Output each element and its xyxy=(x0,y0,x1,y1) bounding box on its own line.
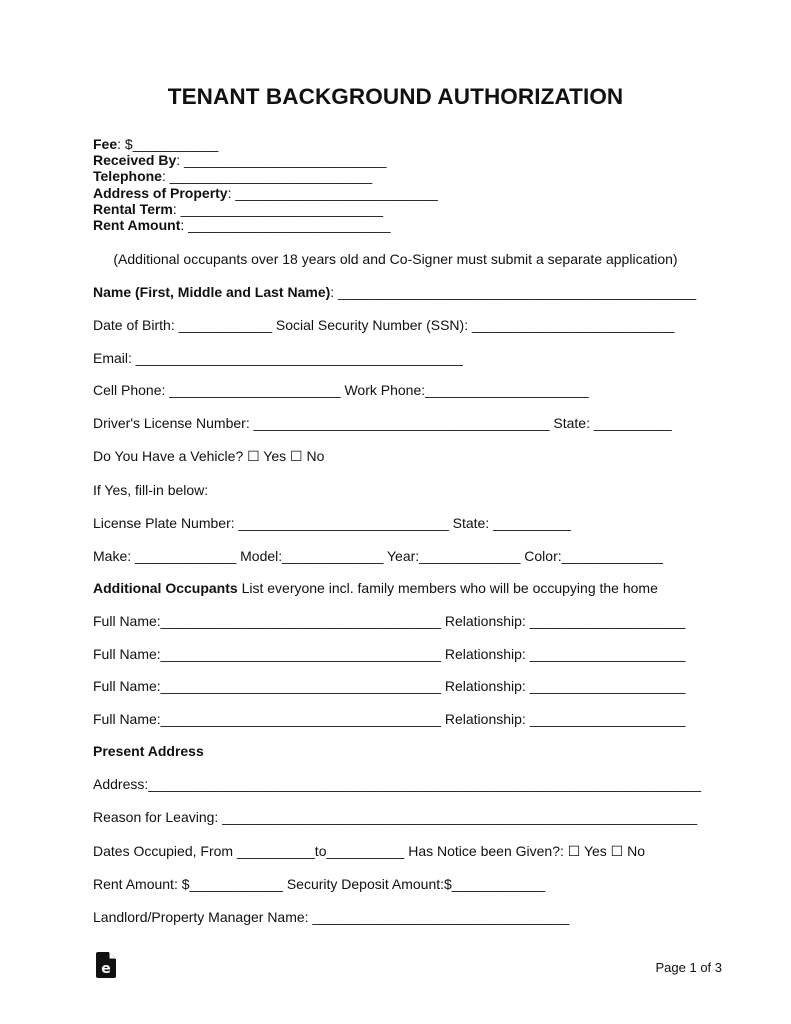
license-plate-field[interactable]: License Plate Number: ___________________________ State: __________ xyxy=(93,515,571,531)
received-by-label: Received By xyxy=(93,152,177,168)
rental-term-value: : __________________________ xyxy=(172,201,384,217)
landlord-name-field[interactable]: Landlord/Property Manager Name: _________________________________ xyxy=(93,909,570,925)
page-number: Page 1 of 3 xyxy=(655,960,722,975)
applicant-name-label: Name (First, Middle and Last Name) xyxy=(93,284,331,300)
occupants-heading-label: Additional Occupants xyxy=(93,580,238,596)
rent-amount-value: : __________________________ xyxy=(180,217,391,233)
vehicle-question[interactable]: Do You Have a Vehicle? ☐ Yes ☐ No xyxy=(93,448,325,464)
occupant-note: (Additional occupants over 18 years old and Co-Signer must submit a separate application) xyxy=(113,251,678,267)
address-of-property-value: : __________________________ xyxy=(227,185,438,201)
additional-occupants-heading xyxy=(93,580,658,596)
applicant-name-field[interactable] xyxy=(93,284,696,300)
received-by-field[interactable] xyxy=(93,152,387,168)
present-address-heading: Present Address xyxy=(93,743,204,759)
rent-amount-label: Rent Amount xyxy=(93,217,181,233)
occupant-row[interactable]: Full Name:____________________________________ Relationship: ____________________ xyxy=(93,678,686,694)
applicant-name-value: : ______________________________________________ xyxy=(330,284,697,300)
if-yes-instruction: If Yes, fill-in below: xyxy=(93,482,209,498)
drivers-license-field[interactable]: Driver's License Number: ______________________________________ State: __________ xyxy=(93,415,672,431)
telephone-value: : __________________________ xyxy=(161,168,373,184)
fee-value: : $___________ xyxy=(117,136,219,152)
vehicle-details-field[interactable]: Make: _____________ Model:_____________ Year:_____________ Color:_____________ xyxy=(93,548,663,564)
dob-ssn-field[interactable]: Date of Birth: ____________ Social Security Number (SSN): __________________________ xyxy=(93,317,675,333)
dates-occupied-field[interactable]: Dates Occupied, From __________to__________ Has Notice been Given?: ☐ Yes ☐ No xyxy=(93,843,646,859)
svg-text:e: e xyxy=(101,961,111,977)
fee-label: Fee xyxy=(93,136,118,152)
rental-term-label: Rental Term xyxy=(93,201,173,217)
eforms-logo-icon xyxy=(96,952,116,978)
rent-deposit-field[interactable]: Rent Amount: $____________ Security Deposit Amount:$____________ xyxy=(93,876,546,892)
occupants-description: List everyone incl. family members who will be occupying the home xyxy=(237,580,658,596)
phone-fields[interactable]: Cell Phone: ______________________ Work Phone:_____________________ xyxy=(93,382,589,398)
rent-amount-field[interactable] xyxy=(93,217,391,233)
rental-term-field[interactable] xyxy=(93,201,383,217)
occupant-row[interactable]: Full Name:____________________________________ Relationship: ____________________ xyxy=(93,613,686,629)
fee-field[interactable] xyxy=(93,136,218,152)
occupant-row[interactable]: Full Name:____________________________________ Relationship: ____________________ xyxy=(93,711,686,727)
address-of-property-label: Address of Property xyxy=(93,185,228,201)
address-of-property-field[interactable] xyxy=(93,185,438,201)
present-address-field[interactable]: Address:_______________________________________________________________________ xyxy=(93,776,702,792)
document-title: TENANT BACKGROUND AUTHORIZATION xyxy=(167,84,624,109)
telephone-field[interactable] xyxy=(93,168,372,184)
occupant-row[interactable]: Full Name:____________________________________ Relationship: ____________________ xyxy=(93,646,686,662)
received-by-value: : __________________________ xyxy=(176,152,387,168)
reason-for-leaving-field[interactable]: Reason for Leaving: _____________________________________________________________ xyxy=(93,809,698,825)
telephone-label: Telephone xyxy=(93,168,162,184)
email-field[interactable]: Email: __________________________________________ xyxy=(93,350,463,366)
